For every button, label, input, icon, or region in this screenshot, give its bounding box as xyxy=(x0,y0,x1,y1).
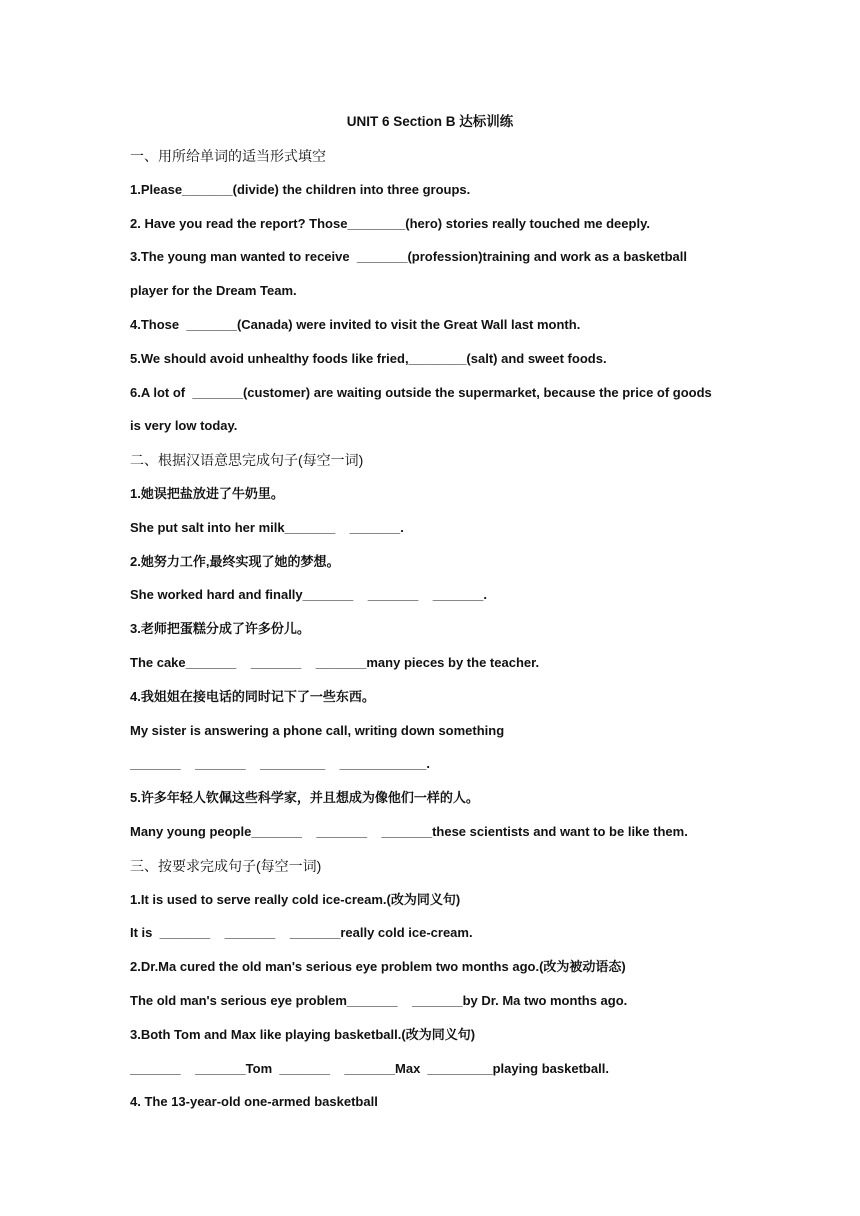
exercise-line: is very low today. xyxy=(130,418,238,434)
exercise-line: 4.Those _______(Canada) were invited to visit the Great Wall last month. xyxy=(130,316,581,332)
exercise-line: 4.我姐姐在接电话的同时记下了一些东西。 xyxy=(130,688,375,704)
exercise-line: 4. The 13-year-old one-armed basketball xyxy=(130,1094,378,1110)
exercise-line: 1.Please_______(divide) the children into three groups. xyxy=(130,181,471,197)
document-title: UNIT 6 Section B 达标训练 xyxy=(346,114,514,129)
exercise-line: 2. Have you read the report? Those________(hero) stories really touched me deeply. xyxy=(130,215,650,231)
section-heading: 二、根据汉语意思完成句子(每空一词) xyxy=(130,452,364,469)
exercise-line: The old man's serious eye problem_______ _______by Dr. Ma two months ago. xyxy=(130,992,628,1008)
exercise-line: player for the Dream Team. xyxy=(130,283,297,299)
exercise-line: 3.老师把蛋糕分成了许多份儿。 xyxy=(130,621,310,637)
exercise-line: _______ _______Tom _______ _______Max _________playing basketball. xyxy=(130,1060,609,1076)
exercise-line: _______ _______ _________ ____________. xyxy=(130,756,431,772)
exercise-line: 3.Both Tom and Max like playing basketball.(改为同义句) xyxy=(130,1026,476,1042)
section-heading: 一、用所给单词的适当形式填空 xyxy=(130,148,326,164)
exercise-line: 1.It is used to serve really cold ice-cream.(改为同义句) xyxy=(130,891,461,907)
exercise-line: 3.The young man wanted to receive _______(profession)training and work as a basketball xyxy=(130,249,688,265)
exercise-line: My sister is answering a phone call, writing down something xyxy=(130,722,505,738)
document-body xyxy=(130,147,750,1127)
exercise-line: 6.A lot of _______(customer) are waiting outside the supermarket, because the price of goods xyxy=(130,384,712,400)
section-heading: 三、按要求完成句子(每空一词) xyxy=(130,857,322,874)
exercise-line: 5.许多年轻人钦佩这些科学家，并且想成为像他们一样的人。 xyxy=(130,790,479,806)
exercise-line: She put salt into her milk_______ _______. xyxy=(130,519,404,535)
exercise-line: Many young people_______ _______ _______these scientists and want to be like them. xyxy=(130,823,688,839)
exercise-line: 1.她误把盐放进了牛奶里。 xyxy=(130,485,284,501)
exercise-line: 2.她努力工作,最终实现了她的梦想。 xyxy=(130,553,340,569)
exercise-line: 5.We should avoid unhealthy foods like fried,________(salt) and sweet foods. xyxy=(130,350,607,366)
exercise-line: She worked hard and finally_______ _______ _______. xyxy=(130,587,487,603)
exercise-line: It is _______ _______ _______really cold ice-cream. xyxy=(130,925,473,941)
exercise-line: The cake_______ _______ _______many pieces by the teacher. xyxy=(130,654,540,670)
exercise-line: 2.Dr.Ma cured the old man's serious eye problem two months ago.(改为被动语态) xyxy=(130,959,626,975)
